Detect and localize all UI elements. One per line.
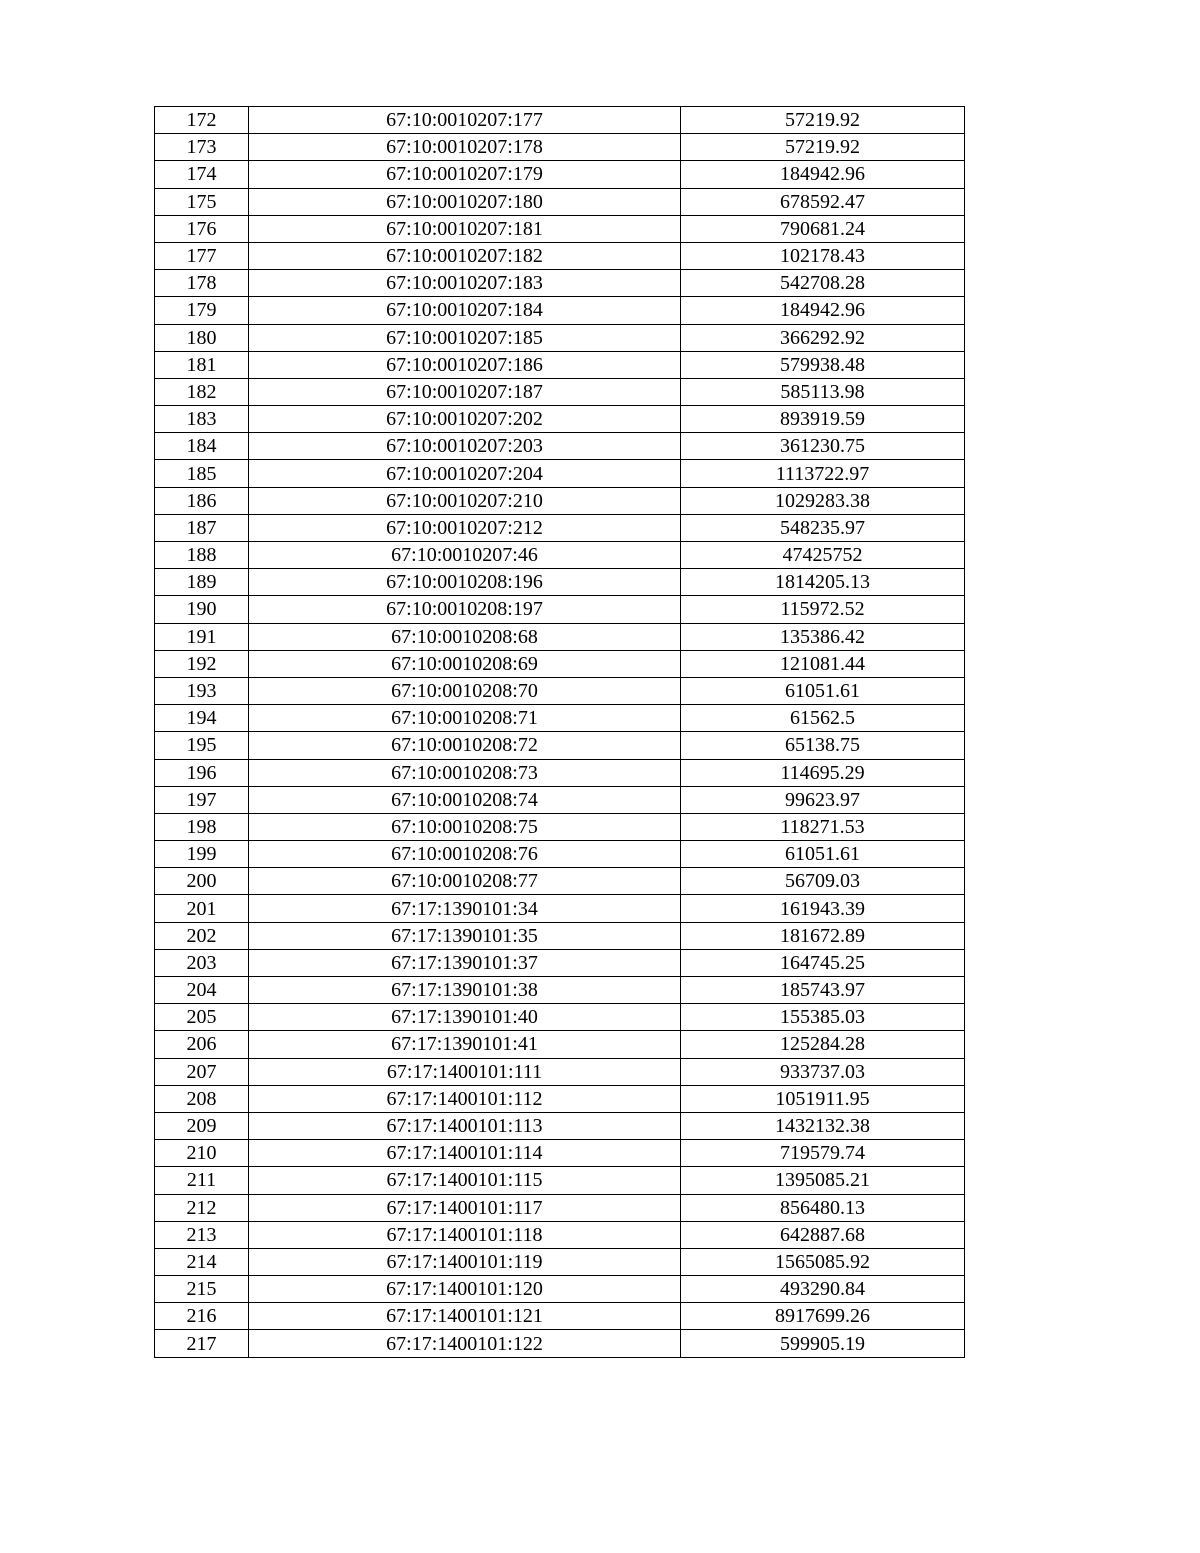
- table-row: [155, 1031, 965, 1058]
- row-number-cell: 179: [155, 297, 249, 324]
- value-cell: 118271.53: [681, 813, 965, 840]
- table-row: [155, 596, 965, 623]
- value-cell: 185743.97: [681, 977, 965, 1004]
- cadastral-number-cell: 67:10:0010207:180: [249, 188, 681, 215]
- cadastral-number-cell: 67:17:1400101:112: [249, 1085, 681, 1112]
- table-row: [155, 1276, 965, 1303]
- cadastral-number-cell: 67:10:0010207:185: [249, 324, 681, 351]
- cadastral-number-cell: 67:10:0010208:68: [249, 623, 681, 650]
- row-number-cell: 193: [155, 677, 249, 704]
- table-row: [155, 188, 965, 215]
- row-number-cell: 172: [155, 107, 249, 134]
- cadastral-number-cell: 67:17:1390101:34: [249, 895, 681, 922]
- table-row: [155, 677, 965, 704]
- row-number-cell: 211: [155, 1167, 249, 1194]
- row-number-cell: 182: [155, 378, 249, 405]
- table-row: [155, 868, 965, 895]
- row-number-cell: 181: [155, 351, 249, 378]
- value-cell: 1029283.38: [681, 487, 965, 514]
- table-row: [155, 650, 965, 677]
- row-number-cell: 200: [155, 868, 249, 895]
- cadastral-number-cell: 67:10:0010207:182: [249, 242, 681, 269]
- value-cell: 1051911.95: [681, 1085, 965, 1112]
- cadastral-number-cell: 67:10:0010207:202: [249, 406, 681, 433]
- value-cell: 121081.44: [681, 650, 965, 677]
- cadastral-number-cell: 67:17:1400101:119: [249, 1248, 681, 1275]
- value-cell: 893919.59: [681, 406, 965, 433]
- row-number-cell: 206: [155, 1031, 249, 1058]
- table-row: [155, 922, 965, 949]
- table-row: [155, 841, 965, 868]
- table-row: [155, 569, 965, 596]
- row-number-cell: 185: [155, 460, 249, 487]
- table-row: [155, 297, 965, 324]
- value-cell: 642887.68: [681, 1221, 965, 1248]
- table-row: [155, 460, 965, 487]
- row-number-cell: 192: [155, 650, 249, 677]
- table-row: [155, 1303, 965, 1330]
- row-number-cell: 207: [155, 1058, 249, 1085]
- value-cell: 1814205.13: [681, 569, 965, 596]
- row-number-cell: 178: [155, 270, 249, 297]
- value-cell: 47425752: [681, 542, 965, 569]
- cadastral-number-cell: 67:17:1400101:121: [249, 1303, 681, 1330]
- value-cell: 1432132.38: [681, 1112, 965, 1139]
- table-row: [155, 786, 965, 813]
- value-cell: 585113.98: [681, 378, 965, 405]
- row-number-cell: 210: [155, 1140, 249, 1167]
- row-number-cell: 197: [155, 786, 249, 813]
- table-row: [155, 977, 965, 1004]
- row-number-cell: 202: [155, 922, 249, 949]
- cadastral-number-cell: 67:10:0010208:71: [249, 705, 681, 732]
- cadastral-number-cell: 67:10:0010207:183: [249, 270, 681, 297]
- row-number-cell: 213: [155, 1221, 249, 1248]
- table-row: [155, 215, 965, 242]
- cadastral-number-cell: 67:17:1400101:115: [249, 1167, 681, 1194]
- cadastral-number-cell: 67:10:0010208:72: [249, 732, 681, 759]
- value-cell: 125284.28: [681, 1031, 965, 1058]
- value-cell: 366292.92: [681, 324, 965, 351]
- value-cell: 61562.5: [681, 705, 965, 732]
- table-row: [155, 759, 965, 786]
- row-number-cell: 180: [155, 324, 249, 351]
- table-row: [155, 161, 965, 188]
- value-cell: 719579.74: [681, 1140, 965, 1167]
- cadastral-number-cell: 67:10:0010207:210: [249, 487, 681, 514]
- table-row: [155, 732, 965, 759]
- value-cell: 933737.03: [681, 1058, 965, 1085]
- value-cell: 115972.52: [681, 596, 965, 623]
- value-cell: 65138.75: [681, 732, 965, 759]
- cadastral-number-cell: 67:10:0010208:76: [249, 841, 681, 868]
- row-number-cell: 174: [155, 161, 249, 188]
- value-cell: 99623.97: [681, 786, 965, 813]
- value-cell: 61051.61: [681, 677, 965, 704]
- table-row: [155, 542, 965, 569]
- table-row: [155, 1248, 965, 1275]
- cadastral-number-cell: 67:17:1390101:37: [249, 949, 681, 976]
- value-cell: 542708.28: [681, 270, 965, 297]
- value-cell: 548235.97: [681, 514, 965, 541]
- value-cell: 114695.29: [681, 759, 965, 786]
- table-row: [155, 514, 965, 541]
- table-row: [155, 623, 965, 650]
- table-row: [155, 378, 965, 405]
- row-number-cell: 214: [155, 1248, 249, 1275]
- row-number-cell: 177: [155, 242, 249, 269]
- cadastral-number-cell: 67:10:0010208:69: [249, 650, 681, 677]
- row-number-cell: 175: [155, 188, 249, 215]
- value-cell: 8917699.26: [681, 1303, 965, 1330]
- value-cell: 56709.03: [681, 868, 965, 895]
- cadastral-number-cell: 67:10:0010207:203: [249, 433, 681, 460]
- row-number-cell: 216: [155, 1303, 249, 1330]
- cadastral-number-cell: 67:10:0010208:73: [249, 759, 681, 786]
- value-cell: 493290.84: [681, 1276, 965, 1303]
- value-cell: 361230.75: [681, 433, 965, 460]
- value-cell: 57219.92: [681, 107, 965, 134]
- table-row: [155, 1058, 965, 1085]
- row-number-cell: 198: [155, 813, 249, 840]
- cadastral-number-cell: 67:10:0010207:179: [249, 161, 681, 188]
- cadastral-number-cell: 67:17:1390101:40: [249, 1004, 681, 1031]
- value-cell: 161943.39: [681, 895, 965, 922]
- row-number-cell: 194: [155, 705, 249, 732]
- row-number-cell: 205: [155, 1004, 249, 1031]
- cadastral-number-cell: 67:17:1400101:122: [249, 1330, 681, 1357]
- table-row: [155, 1112, 965, 1139]
- row-number-cell: 201: [155, 895, 249, 922]
- row-number-cell: 184: [155, 433, 249, 460]
- row-number-cell: 215: [155, 1276, 249, 1303]
- row-number-cell: 188: [155, 542, 249, 569]
- table-row: [155, 324, 965, 351]
- value-cell: 599905.19: [681, 1330, 965, 1357]
- value-cell: 856480.13: [681, 1194, 965, 1221]
- value-cell: 579938.48: [681, 351, 965, 378]
- cadastral-number-cell: 67:17:1400101:118: [249, 1221, 681, 1248]
- table-row: [155, 1167, 965, 1194]
- row-number-cell: 189: [155, 569, 249, 596]
- table-row: [155, 1330, 965, 1357]
- cadastral-number-cell: 67:17:1400101:114: [249, 1140, 681, 1167]
- value-cell: 1395085.21: [681, 1167, 965, 1194]
- table-row: [155, 406, 965, 433]
- cadastral-number-cell: 67:10:0010207:212: [249, 514, 681, 541]
- value-cell: 57219.92: [681, 134, 965, 161]
- value-cell: 1565085.92: [681, 1248, 965, 1275]
- row-number-cell: 196: [155, 759, 249, 786]
- table-row: [155, 351, 965, 378]
- cadastral-number-cell: 67:17:1400101:117: [249, 1194, 681, 1221]
- value-cell: 184942.96: [681, 161, 965, 188]
- row-number-cell: 217: [155, 1330, 249, 1357]
- cadastral-number-cell: 67:17:1390101:38: [249, 977, 681, 1004]
- table-row: [155, 895, 965, 922]
- cadastral-number-cell: 67:10:0010207:178: [249, 134, 681, 161]
- table-row: [155, 1140, 965, 1167]
- row-number-cell: 208: [155, 1085, 249, 1112]
- value-cell: 184942.96: [681, 297, 965, 324]
- value-cell: 102178.43: [681, 242, 965, 269]
- table-row: [155, 1194, 965, 1221]
- value-cell: 61051.61: [681, 841, 965, 868]
- row-number-cell: 199: [155, 841, 249, 868]
- row-number-cell: 176: [155, 215, 249, 242]
- row-number-cell: 187: [155, 514, 249, 541]
- table-row: [155, 433, 965, 460]
- cadastral-number-cell: 67:10:0010207:186: [249, 351, 681, 378]
- cadastral-number-cell: 67:17:1400101:111: [249, 1058, 681, 1085]
- cadastral-number-cell: 67:10:0010207:46: [249, 542, 681, 569]
- cadastral-number-cell: 67:10:0010207:204: [249, 460, 681, 487]
- table-row: [155, 1085, 965, 1112]
- cadastral-number-cell: 67:10:0010207:184: [249, 297, 681, 324]
- cadastral-number-cell: 67:10:0010208:70: [249, 677, 681, 704]
- cadastral-number-cell: 67:10:0010207:181: [249, 215, 681, 242]
- table-row: [155, 813, 965, 840]
- table-row: [155, 1004, 965, 1031]
- cadastral-number-cell: 67:10:0010208:197: [249, 596, 681, 623]
- value-cell: 155385.03: [681, 1004, 965, 1031]
- row-number-cell: 191: [155, 623, 249, 650]
- cadastral-number-cell: 67:10:0010208:74: [249, 786, 681, 813]
- table-body: [155, 107, 965, 1358]
- cadastral-number-cell: 67:10:0010208:196: [249, 569, 681, 596]
- row-number-cell: 195: [155, 732, 249, 759]
- cadastral-number-cell: 67:10:0010207:177: [249, 107, 681, 134]
- table-row: [155, 949, 965, 976]
- row-number-cell: 212: [155, 1194, 249, 1221]
- value-cell: 181672.89: [681, 922, 965, 949]
- value-cell: 1113722.97: [681, 460, 965, 487]
- cadastral-number-cell: 67:17:1400101:113: [249, 1112, 681, 1139]
- cadastral-number-cell: 67:10:0010208:77: [249, 868, 681, 895]
- row-number-cell: 186: [155, 487, 249, 514]
- table-row: [155, 242, 965, 269]
- cadastral-number-cell: 67:10:0010207:187: [249, 378, 681, 405]
- row-number-cell: 190: [155, 596, 249, 623]
- value-cell: 164745.25: [681, 949, 965, 976]
- cadastral-number-cell: 67:17:1390101:35: [249, 922, 681, 949]
- table-row: [155, 270, 965, 297]
- cadastral-number-cell: 67:10:0010208:75: [249, 813, 681, 840]
- row-number-cell: 173: [155, 134, 249, 161]
- value-cell: 678592.47: [681, 188, 965, 215]
- table-row: [155, 705, 965, 732]
- cadastral-value-table: [154, 106, 965, 1358]
- value-cell: 135386.42: [681, 623, 965, 650]
- row-number-cell: 209: [155, 1112, 249, 1139]
- value-cell: 790681.24: [681, 215, 965, 242]
- cadastral-number-cell: 67:17:1390101:41: [249, 1031, 681, 1058]
- row-number-cell: 203: [155, 949, 249, 976]
- table-row: [155, 1221, 965, 1248]
- row-number-cell: 183: [155, 406, 249, 433]
- row-number-cell: 204: [155, 977, 249, 1004]
- table-row: [155, 487, 965, 514]
- table-row: [155, 107, 965, 134]
- table-row: [155, 134, 965, 161]
- cadastral-number-cell: 67:17:1400101:120: [249, 1276, 681, 1303]
